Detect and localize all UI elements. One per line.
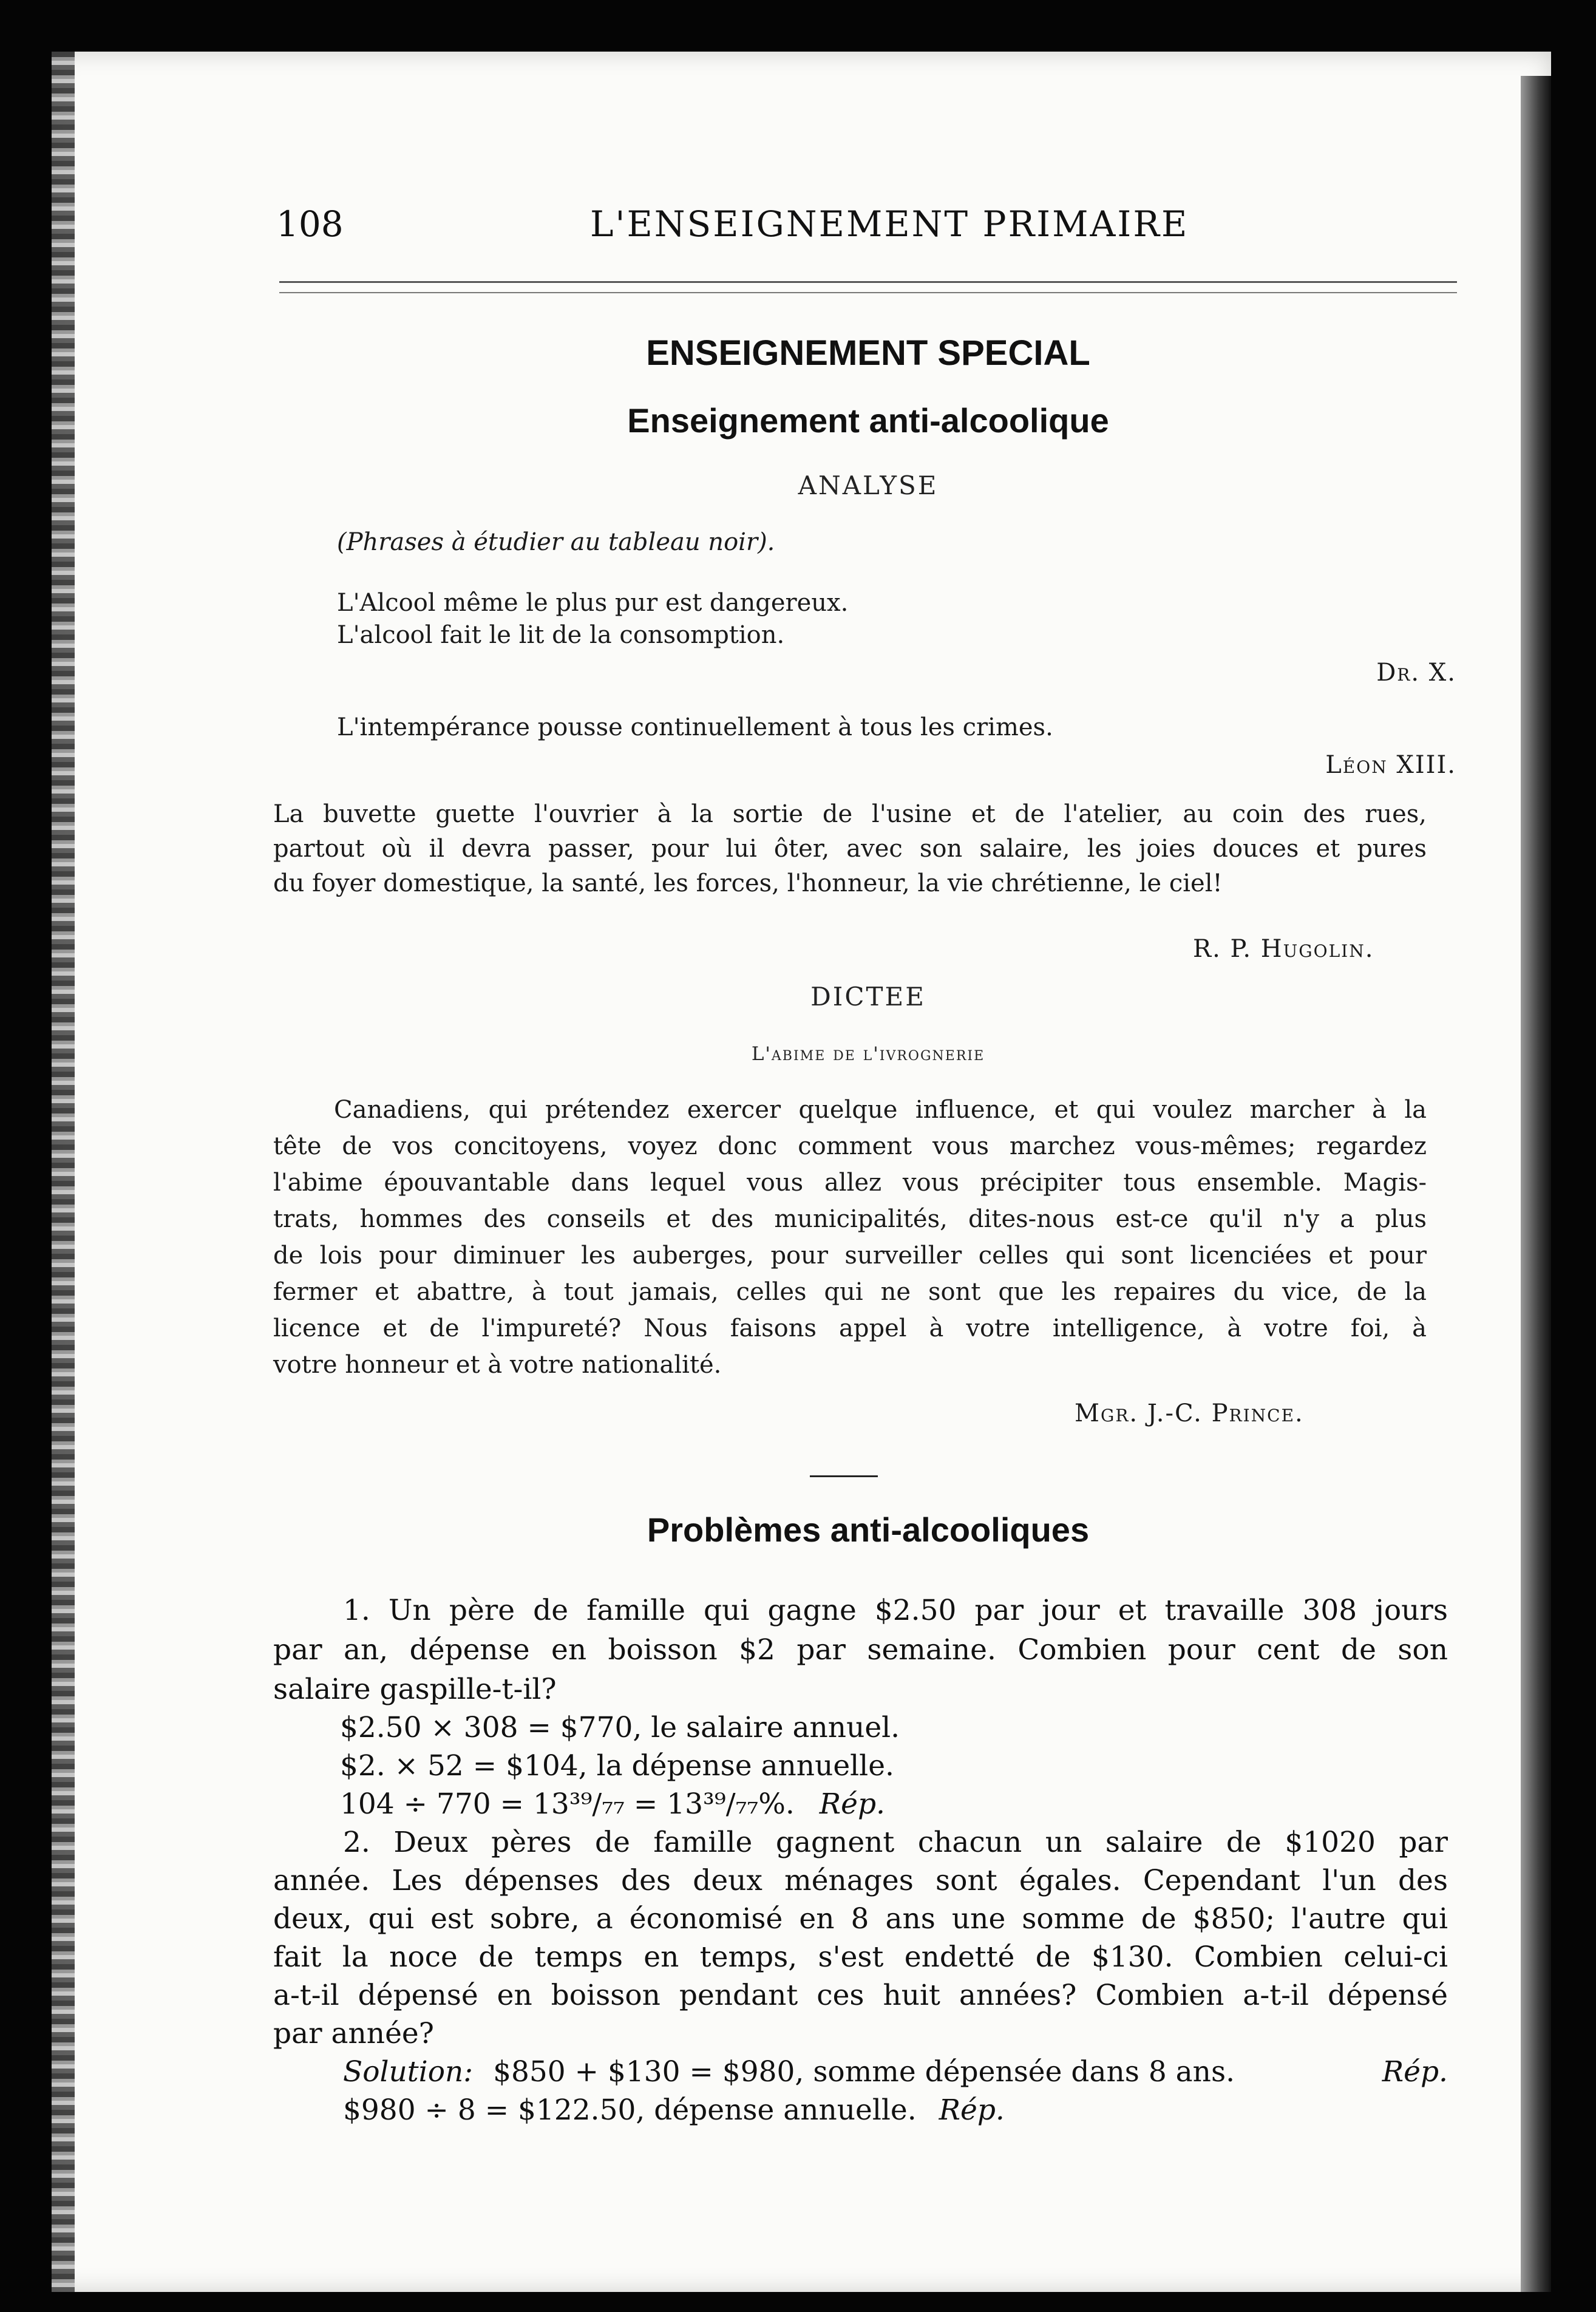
page-right-edge xyxy=(1521,76,1551,2292)
page-number: 108 xyxy=(276,203,344,245)
dictee-line-6: fermer et abattre, à tout jamais, celles qui ne sont que les repaires du vice, de la xyxy=(273,1278,1427,1306)
problem-1-result-text: 104 ÷ 770 = 13³⁹/₇₇ = 13³⁹/₇₇%. xyxy=(340,1787,795,1821)
quote-1-author: Dr. X. xyxy=(1376,659,1456,687)
problem-1-calc-2: $2. × 52 = $104, la dépense annuelle. xyxy=(340,1749,894,1783)
dictee-title: DICTEE xyxy=(810,982,926,1011)
dictee-line-7: licence et de l'impureté? Nous faisons appel à votre intelligence, à votre foi, à xyxy=(273,1314,1427,1342)
page-left-edge xyxy=(52,52,75,2292)
problem-2-line-4: fait la noce de temps en temps, s'est endetté de $130. Combien celui-ci xyxy=(273,1940,1448,1974)
problem-2-line-3: deux, qui est sobre, a économisé en 8 ans une somme de $850; l'autre qui xyxy=(273,1902,1448,1936)
quote-3-line-3: du foyer domestique, la santé, les forces, l'honneur, la vie chrétienne, le ciel! xyxy=(273,869,1223,897)
analyse-instruction: (Phrases à étudier au tableau noir). xyxy=(337,528,775,556)
section-separator xyxy=(810,1475,878,1477)
problem-1-line-1: 1. Un père de famille qui gagne $2.50 par jour et travaille 308 jours xyxy=(343,1594,1448,1627)
solution-2-rep: Rép. xyxy=(939,2093,1005,2127)
dictee-line-2: tête de vos concitoyens, voyez donc comment vous marchez vous-mêmes; regardez xyxy=(273,1132,1427,1160)
subsection-title: Enseignement anti-alcoolique xyxy=(627,401,1109,440)
problem-1-line-2: par an, dépense en boisson $2 par semaine. Combien pour cent de son xyxy=(273,1633,1448,1667)
quote-2-author: Léon XIII. xyxy=(1325,751,1456,779)
quote-3-author: R. P. Hugolin. xyxy=(1193,935,1374,963)
quote-3-line-1: La buvette guette l'ouvrier à la sortie de l'usine et de l'atelier, au coin des rues, xyxy=(273,800,1427,828)
analyse-title: ANALYSE xyxy=(798,471,939,500)
quote-1-line-1: L'Alcool même le plus pur est dangereux. xyxy=(337,589,849,617)
problem-2-line-5: a-t-il dépensé en boisson pendant ces huit années? Combien a-t-il dépensé xyxy=(273,1979,1448,2012)
quote-3-line-2: partout où il devra passer, pour lui ôter, avec son salaire, les joies douces et pures xyxy=(273,835,1427,863)
problem-1-result xyxy=(340,1787,885,1821)
section-title: ENSEIGNEMENT SPECIAL xyxy=(646,333,1090,373)
problem-1-rep: Rép. xyxy=(819,1787,885,1821)
header-rule-top xyxy=(279,281,1457,283)
quote-2-line-1: L'intempérance pousse continuellement à tous les crimes. xyxy=(337,713,1053,741)
problem-2-line-1: 2. Deux pères de famille gagnent chacun un salaire de $1020 par xyxy=(343,1826,1448,1859)
dictee-line-5: de lois pour diminuer les auberges, pour surveiller celles qui sont licenciées et pour xyxy=(273,1242,1427,1270)
problem-2-solution-line-1 xyxy=(343,2055,1448,2089)
dictee-subtitle: L'abime de l'ivrognerie xyxy=(751,1043,985,1065)
problem-2-line-2: année. Les dépenses des deux ménages sont égales. Cependant l'un des xyxy=(273,1864,1448,1897)
header-rule-bottom xyxy=(279,292,1457,293)
solution-rep: Rép. xyxy=(1382,2055,1448,2089)
quote-1-line-2: L'alcool fait le lit de la consomption. xyxy=(337,621,785,649)
problems-title: Problèmes anti-alcooliques xyxy=(647,1511,1090,1549)
dictee-line-3: l'abime épouvantable dans lequel vous allez vous précipiter tous ensemble. Magis- xyxy=(273,1169,1427,1197)
problem-1-line-3: salaire gaspille-t-il? xyxy=(273,1673,557,1706)
dictee-line-4: trats, hommes des conseils et des municipalités, dites-nous est-ce qu'il n'y a plus xyxy=(273,1205,1427,1233)
dictee-line-1: Canadiens, qui prétendez exercer quelque influence, et qui voulez marcher à la xyxy=(334,1096,1427,1124)
dictee-line-8: votre honneur et à votre nationalité. xyxy=(273,1351,722,1379)
problem-1-calc-1: $2.50 × 308 = $770, le salaire annuel. xyxy=(340,1711,900,1744)
dictee-author: Mgr. J.-C. Prince. xyxy=(1075,1399,1304,1427)
problem-2-solution-line-2 xyxy=(343,2093,1005,2127)
solution-2-text: $980 ÷ 8 = $122.50, dépense annuelle. xyxy=(343,2093,917,2127)
solution-text: $850 + $130 = $980, somme dépensée dans 8 ans. xyxy=(493,2055,1235,2089)
solution-label: Solution: xyxy=(343,2055,474,2089)
problem-2-line-6: par année? xyxy=(273,2017,434,2050)
running-head: L'ENSEIGNEMENT PRIMAIRE xyxy=(590,203,1189,245)
